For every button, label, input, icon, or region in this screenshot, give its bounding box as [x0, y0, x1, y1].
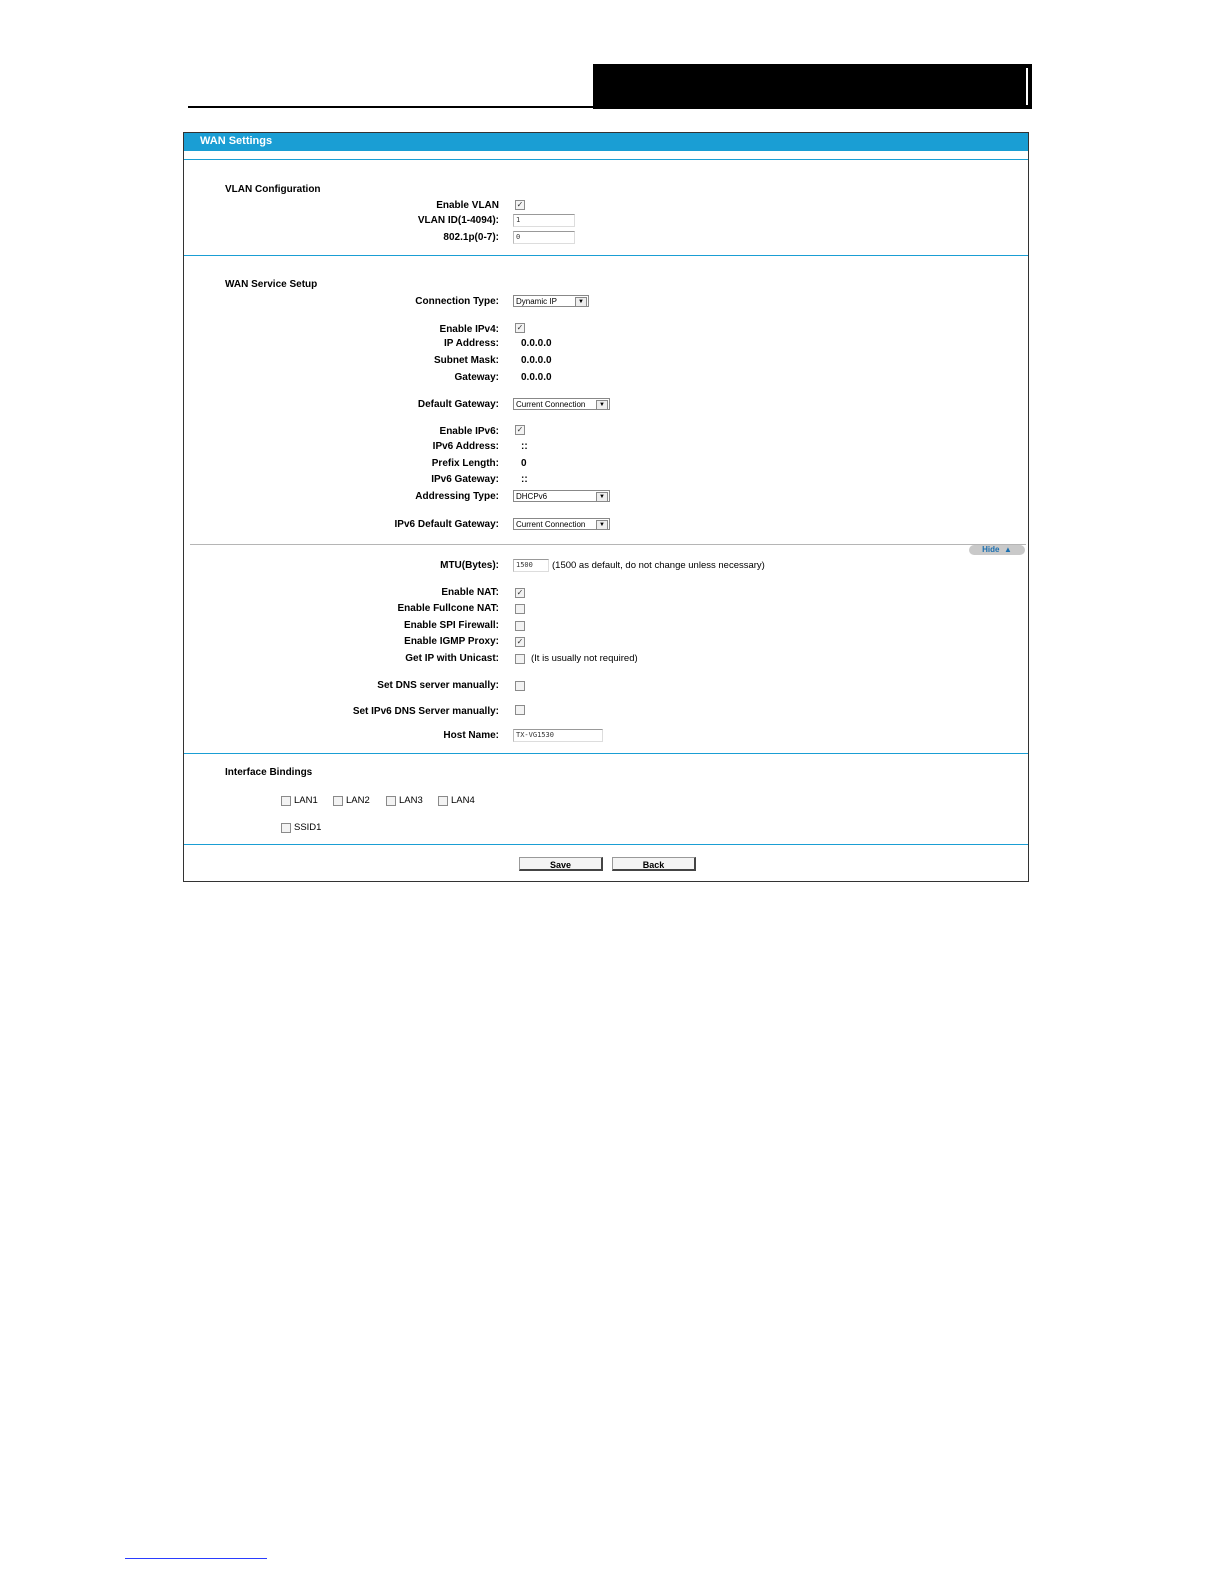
hide-label: Hide [982, 545, 1000, 554]
fullcone-nat-checkbox[interactable] [515, 604, 525, 614]
mtu-input[interactable]: 1500 [513, 559, 549, 572]
subnet-mask-value: 0.0.0.0 [521, 355, 552, 366]
save-button[interactable]: Save [519, 857, 603, 871]
panel-title: WAN Settings [200, 135, 273, 147]
ipv6-gateway-value: :: [521, 474, 528, 485]
ipv6-address-label: IPv6 Address: [432, 441, 499, 452]
chevron-down-icon: ▼ [575, 297, 587, 307]
spi-firewall-label: Enable SPI Firewall: [403, 620, 499, 631]
enable-ipv6-label: Enable IPv6: [439, 426, 499, 437]
header-black-bar [593, 64, 1032, 109]
divider [184, 753, 1028, 754]
igmp-proxy-label: Enable IGMP Proxy: [404, 636, 499, 647]
ssid1-label: SSID1 [294, 822, 322, 833]
back-button[interactable]: Back [612, 857, 696, 871]
addressing-type-label: Addressing Type: [415, 491, 499, 502]
connection-type-value: Dynamic IP [516, 297, 557, 306]
chevron-down-icon: ▼ [596, 400, 608, 410]
host-name-label: Host Name: [443, 730, 499, 741]
enable-vlan-label: Enable VLAN [436, 200, 499, 211]
lan3-label: LAN3 [399, 795, 423, 806]
vlan-priority-label: 802.1p(0-7): [443, 232, 499, 243]
divider [184, 255, 1028, 256]
enable-ipv4-label: Enable IPv4: [439, 324, 499, 335]
prefix-length-label: Prefix Length: [431, 458, 499, 469]
connection-type-select[interactable] [513, 295, 589, 307]
bindings-section-title: Interface Bindings [225, 767, 313, 778]
connection-type-label: Connection Type: [415, 296, 499, 307]
unicast-hint: (It is usually not required) [531, 653, 638, 664]
prefix-length-value: 0 [521, 458, 527, 469]
vlan-id-input[interactable]: 1 [513, 214, 575, 227]
ipv6-gateway-label: IPv6 Gateway: [431, 474, 499, 485]
hide-advanced-button[interactable] [969, 545, 1025, 555]
lan2-checkbox[interactable] [333, 796, 343, 806]
default-gateway-label: Default Gateway: [417, 399, 499, 410]
dns-manual-label: Set DNS server manually: [377, 680, 499, 691]
default-gateway-select[interactable] [513, 398, 610, 410]
chevron-down-icon: ▼ [596, 520, 608, 530]
ip-address-value: 0.0.0.0 [521, 338, 552, 349]
panel-titlebar [184, 133, 1028, 151]
ipv6-default-gateway-label: IPv6 Default Gateway: [394, 519, 499, 530]
enable-ipv6-checkbox[interactable]: ✓ [516, 425, 524, 434]
mtu-label: MTU(Bytes): [440, 560, 499, 571]
gateway-value: 0.0.0.0 [521, 372, 552, 383]
unicast-label: Get IP with Unicast: [405, 653, 499, 664]
ip-address-label: IP Address: [443, 338, 499, 349]
footer-link-underline [125, 1558, 267, 1559]
default-gateway-value: Current Connection [516, 400, 586, 409]
fullcone-nat-label: Enable Fullcone NAT: [397, 603, 499, 614]
ipv6-dns-manual-checkbox[interactable] [515, 705, 525, 715]
lan1-label: LAN1 [294, 795, 318, 806]
chevron-up-icon: ▲ [1001, 545, 1012, 554]
header-rule [188, 106, 593, 108]
nat-label: Enable NAT: [441, 587, 499, 598]
host-name-input[interactable]: TX-VG1530 [513, 729, 603, 742]
igmp-proxy-checkbox[interactable]: ✓ [516, 637, 524, 646]
addressing-type-select[interactable] [513, 490, 610, 502]
spi-firewall-checkbox[interactable] [515, 621, 525, 631]
lan1-checkbox[interactable] [281, 796, 291, 806]
enable-ipv4-checkbox[interactable]: ✓ [516, 323, 524, 332]
lan4-checkbox[interactable] [438, 796, 448, 806]
ipv6-default-gateway-select[interactable] [513, 518, 610, 530]
enable-vlan-checkbox[interactable]: ✓ [516, 200, 524, 209]
ipv6-address-value: :: [521, 441, 528, 452]
mtu-hint: (1500 as default, do not change unless necessary) [552, 560, 765, 571]
chevron-down-icon: ▼ [596, 492, 608, 502]
wan-settings-panel [183, 132, 1029, 882]
divider [184, 159, 1028, 160]
lan3-checkbox[interactable] [386, 796, 396, 806]
ipv6-default-gateway-value: Current Connection [516, 520, 586, 529]
wan-section-title: WAN Service Setup [225, 279, 318, 290]
vlan-section-title: VLAN Configuration [225, 184, 321, 195]
lan2-label: LAN2 [346, 795, 370, 806]
advanced-divider [190, 544, 1026, 545]
lan4-label: LAN4 [451, 795, 475, 806]
dns-manual-checkbox[interactable] [515, 681, 525, 691]
vlan-priority-input[interactable]: 0 [513, 231, 575, 244]
subnet-mask-label: Subnet Mask: [433, 355, 499, 366]
gateway-label: Gateway: [454, 372, 499, 383]
nat-checkbox[interactable]: ✓ [516, 588, 524, 597]
unicast-checkbox[interactable] [515, 654, 525, 664]
divider [184, 844, 1028, 845]
ipv6-dns-manual-label: Set IPv6 DNS Server manually: [352, 706, 499, 717]
vlan-id-label: VLAN ID(1-4094): [417, 215, 499, 226]
addressing-type-value: DHCPv6 [516, 492, 548, 501]
ssid1-checkbox[interactable] [281, 823, 291, 833]
